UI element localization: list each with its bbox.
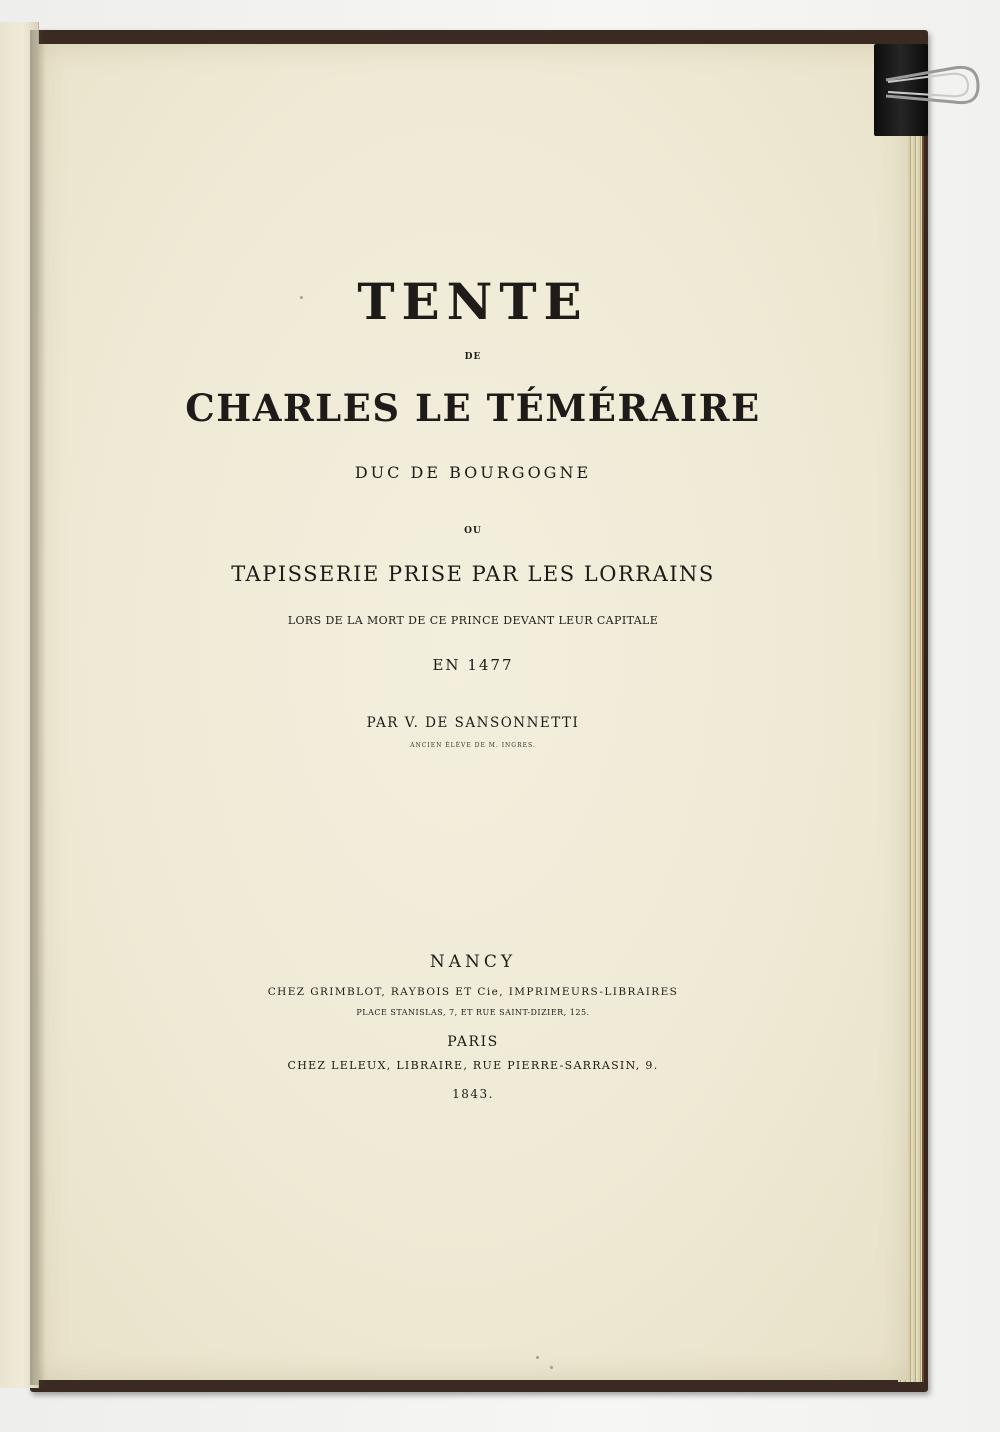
paper-speck — [300, 296, 303, 299]
paper-speck — [536, 1356, 539, 1359]
title-charles: CHARLES LE TÉMÉRAIRE — [185, 386, 761, 430]
subtitle-lors: LORS DE LA MORT DE CE PRINCE DEVANT LEUR CAPITALE — [287, 614, 659, 627]
title-tapisserie: TAPISSERIE PRISE PAR LES LORRAINS — [231, 562, 715, 586]
title-page — [38, 44, 908, 1380]
imprint-year: 1843. — [452, 1087, 494, 1101]
imprint-publisher-nancy: CHEZ GRIMBLOT, RAYBOIS ET Cie, IMPRIMEURS-LIBRAIRES — [267, 986, 679, 998]
imprint-address-nancy: PLACE STANISLAS, 7, ET RUE SAINT-DIZIER, 125. — [356, 1008, 590, 1017]
subtitle-duc: DUC DE BOURGOGNE — [354, 463, 592, 482]
binder-clip-wire — [884, 62, 982, 112]
title-tente: TENTE — [357, 272, 589, 331]
imprint-publisher-paris: CHEZ LELEUX, LIBRAIRE, RUE PIERRE-SARRASIN, 9. — [287, 1059, 659, 1072]
gutter-shadow — [30, 30, 46, 1385]
imprint-city-nancy: NANCY — [429, 952, 517, 972]
paper-speck — [550, 1366, 553, 1369]
connector-de: DE — [464, 352, 482, 362]
author-note: ANCIEN ÉLÈVE DE M. INGRES. — [410, 742, 536, 749]
author-line: PAR V. DE SANSONNETTI — [366, 715, 580, 731]
connector-ou: OU — [464, 526, 482, 536]
event-year: EN 1477 — [432, 656, 514, 674]
imprint-city-paris: PARIS — [447, 1034, 499, 1050]
